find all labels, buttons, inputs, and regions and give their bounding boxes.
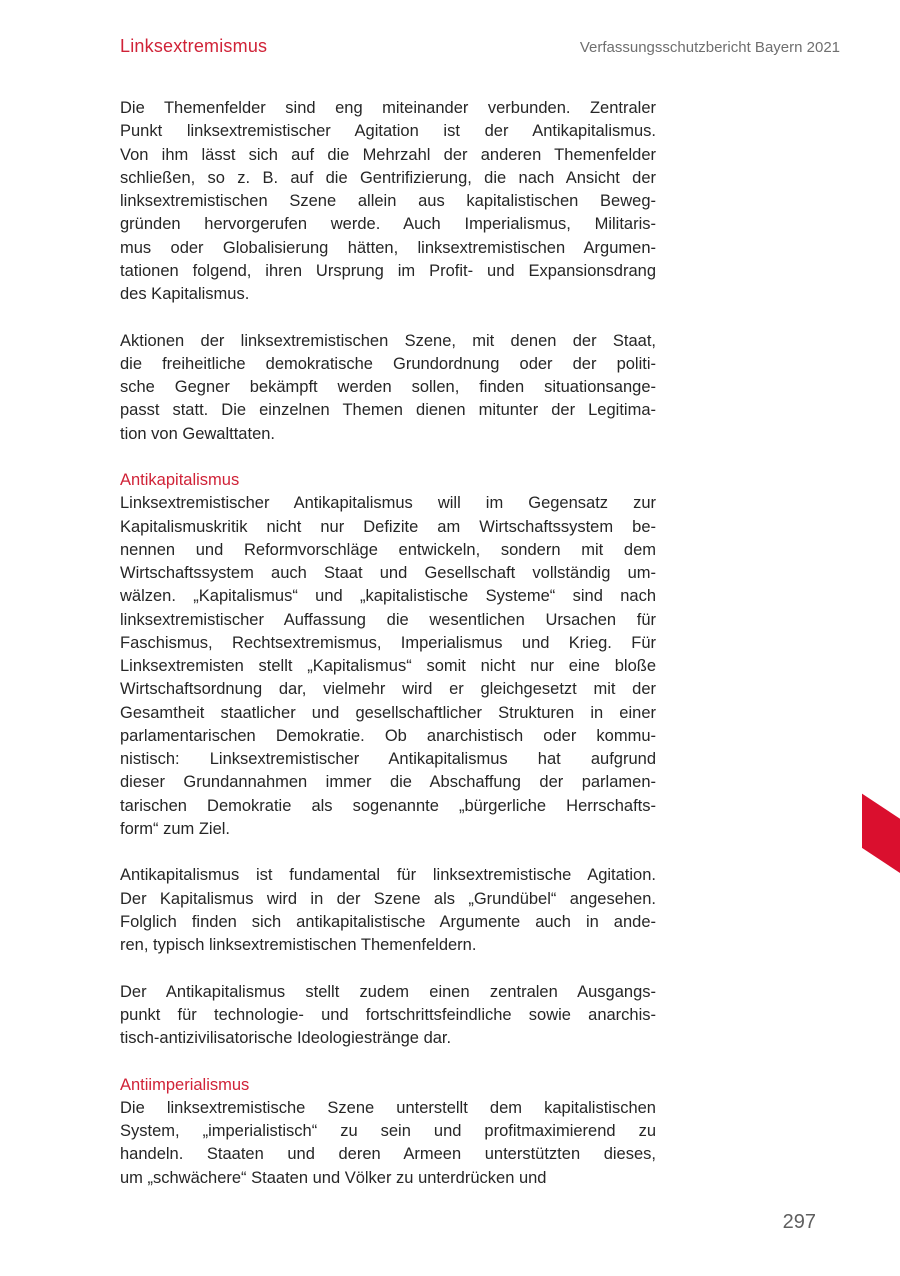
text-line: linksextremistischer Auffassung die wesentlichen Ursachen für — [120, 610, 656, 629]
paragraph — [120, 864, 656, 957]
section-heading: Antikapitalismus — [120, 471, 240, 489]
text-line: Aktionen der linksextremistischen Szene, mit denen der Staat, — [120, 331, 656, 350]
text-line: Wirtschaftsordnung dar, vielmehr wird er gleichgesetzt mit der — [120, 680, 656, 699]
text-line: Linksextremistischer Antikapitalismus will im Gegensatz zur — [120, 494, 656, 513]
text-line: ren, typisch linksextremistischen Themenfeldern. — [120, 936, 477, 954]
text-line: wälzen. „Kapitalismus“ und „kapitalistische Systeme“ sind nach — [120, 587, 656, 606]
text-column — [120, 97, 656, 1213]
text-line: parlamentarischen Demokratie. Ob anarchistisch oder kommu- — [120, 726, 656, 745]
section-heading: Antiimperialismus — [120, 1075, 250, 1094]
text-line: Die Themenfelder sind eng miteinander verbunden. Zentraler — [120, 99, 656, 117]
paragraph — [120, 492, 656, 841]
text-line: nennen und Reformvorschläge entwickeln, sondern mit dem — [120, 540, 656, 559]
paragraph — [120, 97, 656, 306]
text-line: passt statt. Die einzelnen Themen dienen mitunter der Legitima- — [120, 401, 656, 420]
paragraph — [120, 1097, 656, 1190]
text-line: Der Kapitalismus wird in der Szene als „Grundübel“ angesehen. — [120, 889, 656, 908]
text-line: Der Antikapitalismus stellt zudem einen zentralen Ausgangs- — [120, 982, 656, 1001]
text-line: form“ zum Ziel. — [120, 819, 231, 838]
text-line: punkt für technologie- und fortschrittsfeindliche sowie anarchis- — [120, 1005, 656, 1024]
text-line: Kapitalismuskritik nicht nur Defizite am Wirtschaftssystem be- — [120, 517, 656, 536]
text-line: tationen folgend, ihren Ursprung im Profit- und Expansionsdrang — [120, 261, 656, 280]
text-line: Antikapitalismus ist fundamental für linksextremistische Agitation. — [120, 866, 656, 885]
text-line: Wirtschaftssystem auch Staat und Gesellschaft vollständig um- — [120, 564, 656, 582]
text-line: tion von Gewalttaten. — [120, 424, 276, 443]
text-line: handeln. Staaten und deren Armeen unterstützten dieses, — [120, 1145, 656, 1164]
text-line: Faschismus, Rechtsextremismus, Imperialismus und Krieg. Für — [120, 633, 656, 652]
text-line: Folglich finden sich antikapitalistische Argumente auch in ande- — [120, 912, 656, 931]
text-line: Gesamtheit staatlicher und gesellschaftlicher Strukturen in einer — [120, 703, 656, 722]
text-line: schließen, so z. B. auf die Gentrifizierung, die nach Ansicht der — [120, 168, 656, 187]
text-line: linksextremistischen Szene allein aus kapitalistischen Beweg- — [120, 192, 656, 210]
text-line: Die linksextremistische Szene unterstellt dem kapitalistischen — [120, 1098, 656, 1117]
text-line: System, „imperialistisch“ zu sein und profitmaximierend zu — [120, 1122, 656, 1140]
paragraph — [120, 330, 656, 446]
page-header — [120, 36, 840, 57]
report-title: Verfassungsschutzbericht Bayern 2021 — [579, 39, 840, 56]
chapter-title: Linksextremismus — [120, 36, 268, 56]
chapter-thumb-marker-icon — [862, 792, 900, 873]
page-number: 297 — [782, 1211, 816, 1233]
text-line: um „schwächere“ Staaten und Völker zu unterdrücken und — [120, 1168, 547, 1187]
text-line: dieser Grundannahmen immer die Abschaffung der parlamen- — [120, 773, 656, 792]
paragraph — [120, 981, 656, 1051]
text-line: des Kapitalismus. — [120, 285, 250, 303]
text-line: Punkt linksextremistischer Agitation ist der Antikapitalismus. — [120, 122, 656, 141]
text-line: tisch-antizivilisatorische Ideologiestränge dar. — [120, 1029, 452, 1047]
text-line: sche Gegner bekämpft werden sollen, finden situationsange- — [120, 378, 656, 396]
text-line: Von ihm lässt sich auf die Mehrzahl der anderen Themenfelder — [120, 145, 656, 164]
text-line: Linksextremisten stellt „Kapitalismus“ somit nicht nur eine bloße — [120, 657, 656, 675]
text-line: tarischen Demokratie als sogenannte „bürgerliche Herrschafts- — [120, 796, 656, 815]
text-line: gründen hervorgerufen werde. Auch Imperialismus, Militaris- — [120, 215, 656, 234]
text-line: nistisch: Linksextremistischer Antikapitalismus hat aufgrund — [120, 750, 656, 768]
text-line: mus oder Globalisierung hätten, linksextremistischen Argumen- — [120, 238, 656, 257]
text-line: die freiheitliche demokratische Grundordnung oder der politi- — [120, 354, 656, 373]
